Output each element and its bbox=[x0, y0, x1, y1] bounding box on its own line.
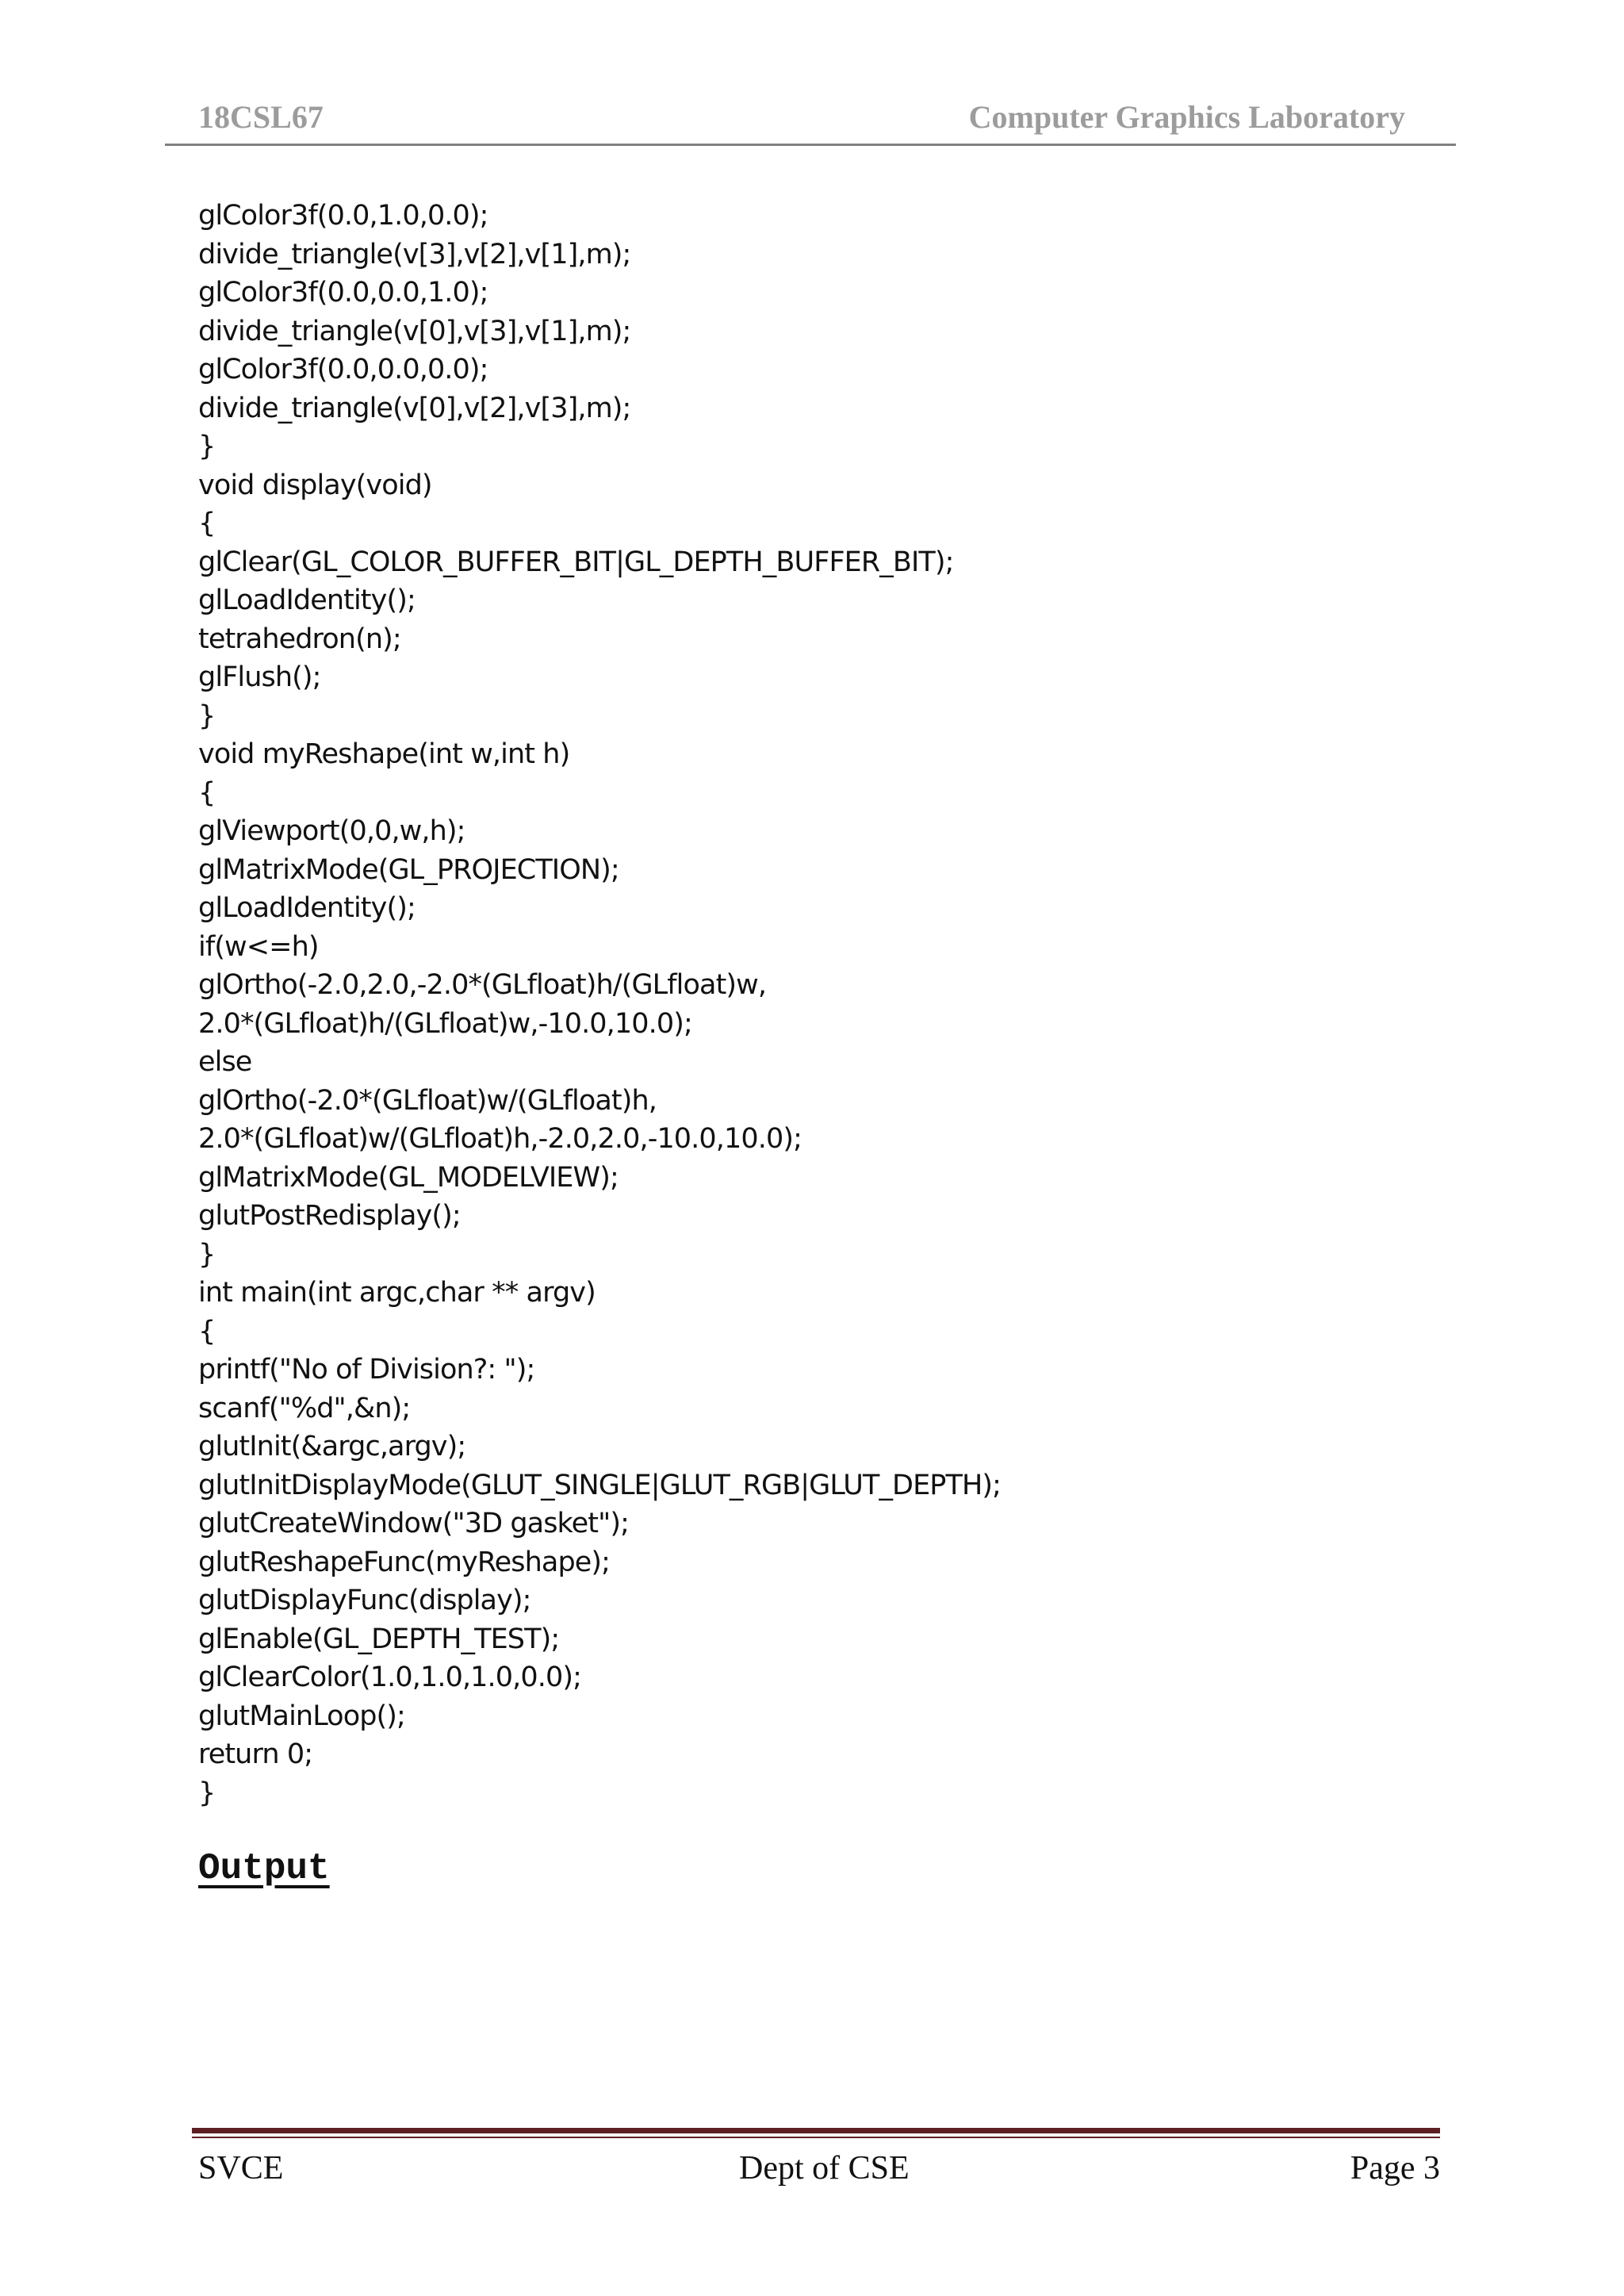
code-line: glOrtho(-2.0*(GLfloat)w/(GLfloat)h, bbox=[198, 1084, 657, 1117]
code-line: glColor3f(0.0,1.0,0.0); bbox=[198, 200, 488, 232]
code-line: printf("No of Division?: "); bbox=[198, 1354, 535, 1386]
code-line: glutMainLoop(); bbox=[198, 1700, 405, 1732]
output-heading: Output bbox=[198, 1848, 330, 1889]
code-line: { bbox=[198, 1315, 216, 1347]
page-header bbox=[165, 94, 1456, 144]
code-line: void myReshape(int w,int h) bbox=[198, 738, 570, 770]
code-line: else bbox=[198, 1046, 252, 1078]
code-line: 2.0*(GLfloat)w/(GLfloat)h,-2.0,2.0,-10.0,10.0); bbox=[198, 1123, 802, 1155]
course-code: 18CSL67 bbox=[198, 99, 324, 135]
footer-institution: SVCE bbox=[198, 2150, 284, 2187]
code-line: glViewport(0,0,w,h); bbox=[198, 815, 465, 847]
code-line: return 0; bbox=[198, 1738, 313, 1770]
code-line: tetrahedron(n); bbox=[198, 623, 401, 655]
code-line: glColor3f(0.0,0.0,1.0); bbox=[198, 277, 488, 309]
code-line: glEnable(GL_DEPTH_TEST); bbox=[198, 1623, 560, 1655]
code-line: glClear(GL_COLOR_BUFFER_BIT|GL_DEPTH_BUFFER_BIT); bbox=[198, 546, 954, 578]
code-line: glutReshapeFunc(myReshape); bbox=[198, 1546, 611, 1578]
code-line: glFlush(); bbox=[198, 661, 321, 693]
code-line: } bbox=[198, 1238, 216, 1271]
code-line: glLoadIdentity(); bbox=[198, 892, 416, 924]
code-line: glClearColor(1.0,1.0,1.0,0.0); bbox=[198, 1662, 581, 1693]
code-line: glMatrixMode(GL_MODELVIEW); bbox=[198, 1161, 619, 1194]
header-divider bbox=[165, 144, 1456, 146]
code-line: } bbox=[198, 700, 216, 732]
code-line: void display(void) bbox=[198, 469, 432, 501]
code-line: } bbox=[198, 431, 216, 462]
code-line: divide_triangle(v[0],v[3],v[1],m); bbox=[198, 315, 631, 347]
code-line: glOrtho(-2.0,2.0,-2.0*(GLfloat)h/(GLfloat)w, bbox=[198, 969, 767, 1001]
code-line: { bbox=[198, 508, 216, 539]
code-line: int main(int argc,char ** argv) bbox=[198, 1277, 596, 1309]
page-footer bbox=[198, 2141, 1440, 2197]
footer-department: Dept of CSE bbox=[739, 2150, 910, 2187]
code-line: glutPostRedisplay(); bbox=[198, 1200, 461, 1232]
lab-title: Computer Graphics Laboratory bbox=[968, 99, 1405, 135]
code-line: { bbox=[198, 776, 216, 809]
code-line: glutInitDisplayMode(GLUT_SINGLE|GLUT_RGB|GLUT_DEPTH); bbox=[198, 1469, 1002, 1501]
code-line: glutInit(&argc,argv); bbox=[198, 1431, 466, 1462]
code-line: if(w<=h) bbox=[198, 930, 319, 963]
page-number: Page 3 bbox=[1350, 2150, 1440, 2187]
code-line: glLoadIdentity(); bbox=[198, 585, 416, 616]
code-line: divide_triangle(v[0],v[2],v[3],m); bbox=[198, 392, 631, 424]
code-line: 2.0*(GLfloat)h/(GLfloat)w,-10.0,10.0); bbox=[198, 1007, 692, 1040]
code-line: glutDisplayFunc(display); bbox=[198, 1585, 531, 1616]
code-line: glMatrixMode(GL_PROJECTION); bbox=[198, 853, 619, 886]
code-listing bbox=[198, 197, 1435, 1812]
code-line: scanf("%d",&n); bbox=[198, 1392, 411, 1424]
footer-divider-thick bbox=[192, 2128, 1440, 2133]
code-line: glutCreateWindow("3D gasket"); bbox=[198, 1508, 629, 1539]
code-line: divide_triangle(v[3],v[2],v[1],m); bbox=[198, 238, 631, 270]
code-line: } bbox=[198, 1777, 216, 1809]
code-line: glColor3f(0.0,0.0,0.0); bbox=[198, 354, 488, 385]
footer-divider-thin bbox=[192, 2137, 1440, 2138]
